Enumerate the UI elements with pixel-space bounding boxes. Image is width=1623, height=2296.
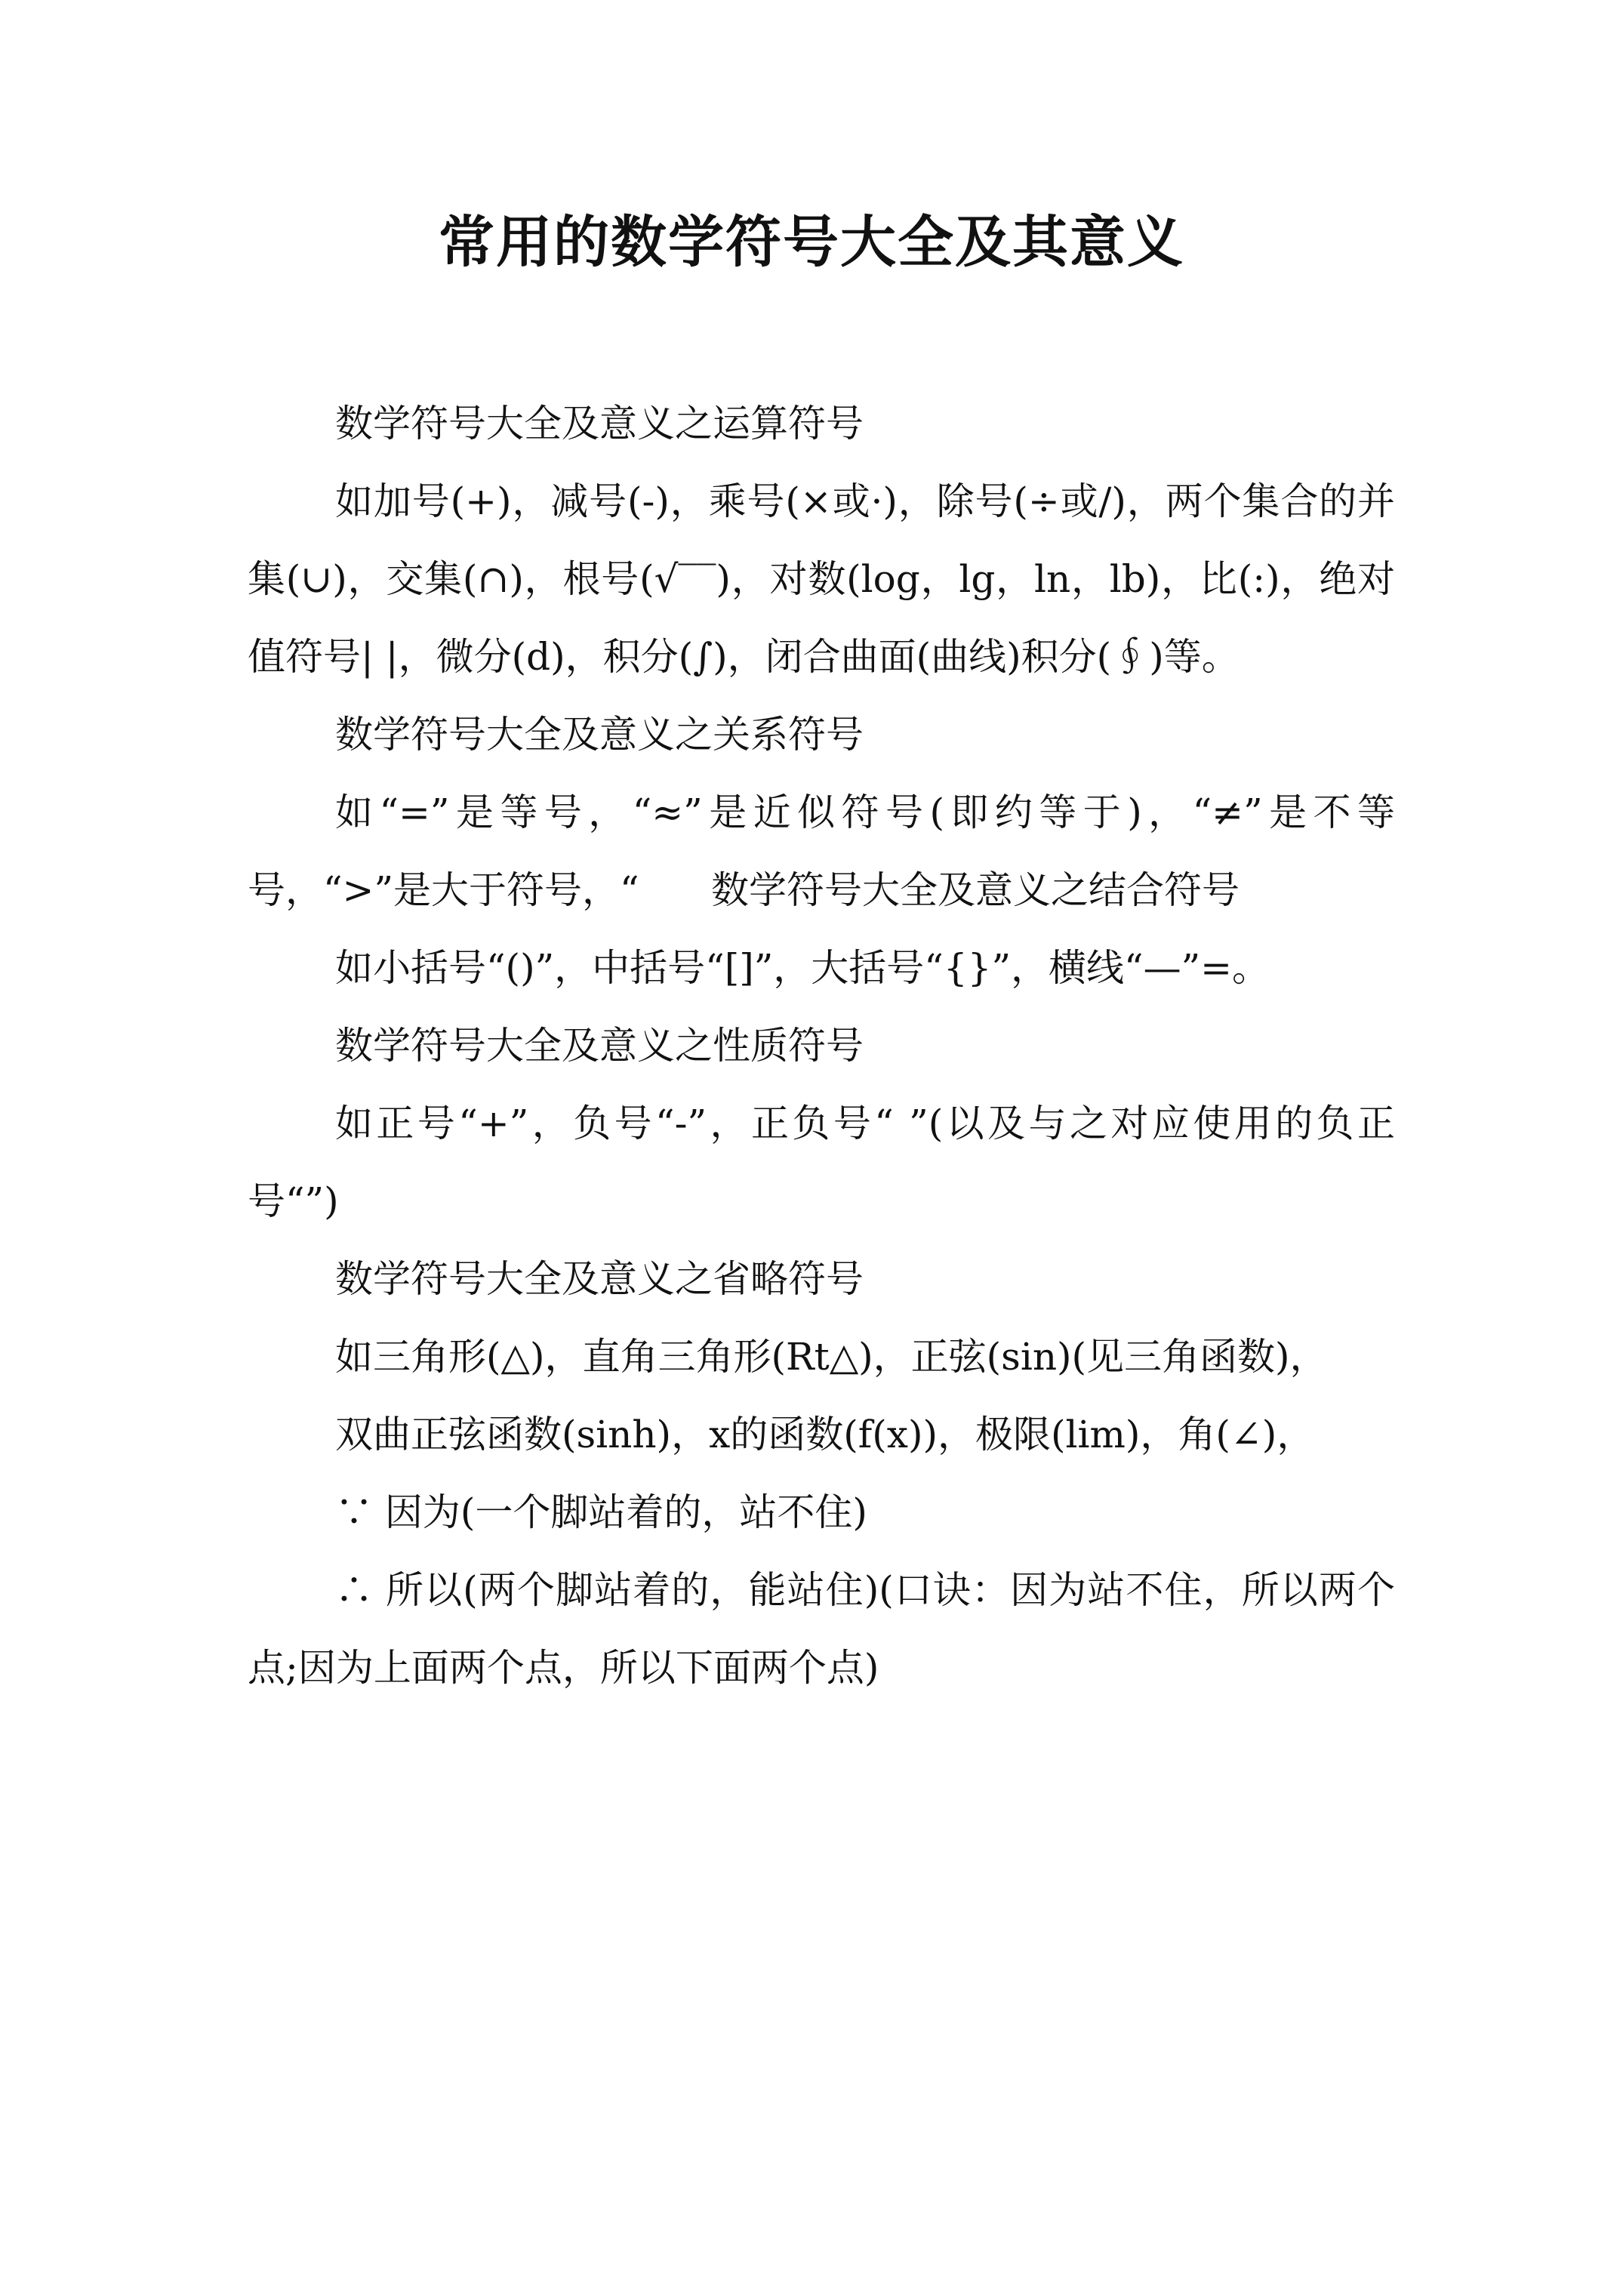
paragraph-therefore-symbol: ∴ 所以(两个脚站着的，能站住)(口诀：因为站不住，所以两个点;因为上面两个点，所以下面两个点) [248,1568,1395,1690]
paragraph-operation-symbols: 如加号(+)，减号(-)，乘号(×或·)，除号(÷或/)，两个集合的并集(∪)，交集(∩)，根号(√‾‾)，对数(log，lg，ln，lb)，比(:)，绝对值符号| |，微分(d)，积分(∫)，闭合曲面(曲线)积分(∮)等。 [248,479,1395,679]
section-heading-abbreviation-symbols: 数学符号大全及意义之省略符号 [335,1257,864,1301]
document-title: 常用的数学符号大全及其意义 [439,210,1184,275]
section-heading-relation-symbols: 数学符号大全及意义之关系符号 [335,713,864,757]
paragraph-abbreviation-symbols: 如三角形(△)，直角三角形(Rt△)，正弦(sin)(见三角函数)， [335,1335,1328,1379]
paragraph-relation-symbols: 如“=”是等号，“≈”是近似符号(即约等于)，“≠”是不等号，“>”是大于符号，“ 数学符号大全及意义之结合符号 [248,791,1395,912]
document-body [248,385,1395,1707]
section-heading-property-symbols: 数学符号大全及意义之性质符号 [335,1024,864,1068]
paragraph-because-symbol: ∵ 因为(一个脚站着的，站不住) [335,1490,867,1534]
paragraph-grouping-symbols: 如小括号“()”，中括号“[]”，大括号“{}”，横线“—”=。 [335,946,1270,990]
paragraph-function-symbols: 双曲正弦函数(sinh)，x的函数(f(x))，极限(lim)，角(∠)， [335,1413,1315,1456]
section-heading-operation-symbols: 数学符号大全及意义之运算符号 [335,402,864,445]
paragraph-property-symbols: 如正号“+”，负号“-”，正负号“ ”(以及与之对应使用的负正号“”) [248,1102,1395,1223]
